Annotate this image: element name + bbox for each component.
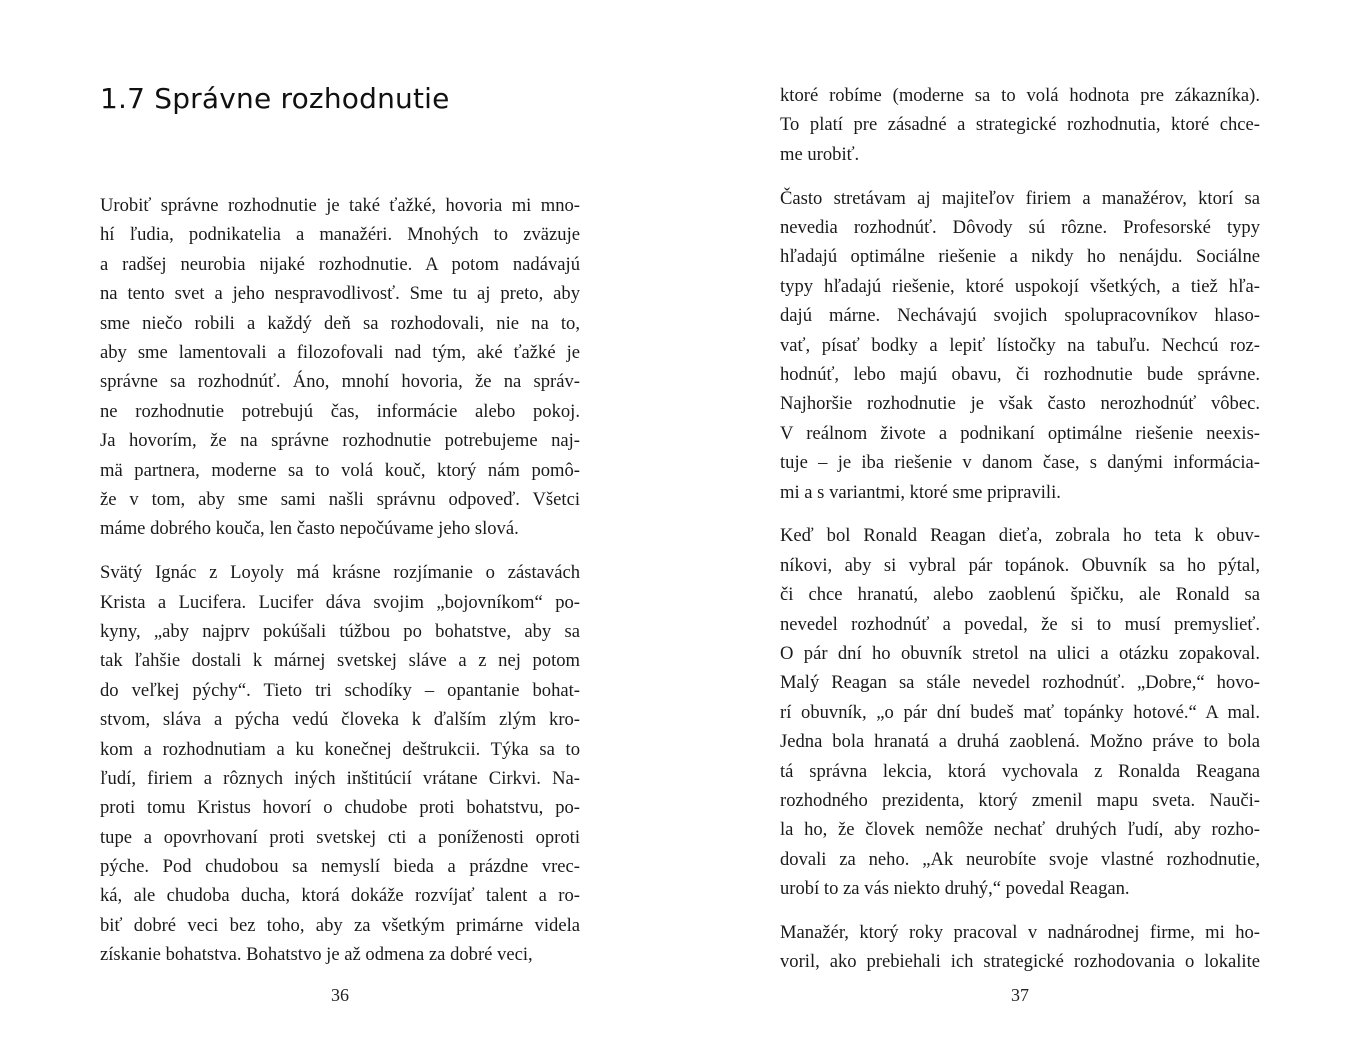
text-line: dajú márne. Nechávajú svojich spolupracovníkov hlaso- [780, 305, 1260, 327]
chapter-heading: 1.7 Správne rozhodnutie [100, 82, 450, 115]
text-line: a radšej neurobia nijaké rozhodnutie. A potom nadávajú [100, 253, 580, 275]
text-line: ne rozhodnutie potrebujú čas, informácie alebo pokoj. [100, 400, 580, 422]
text-line: Najhoršie rozhodnutie je však často nerozhodnúť vôbec. [780, 393, 1260, 415]
text-line: Malý Reagan sa stále nevedel rozhodnúť. „Dobre,“ hovo- [780, 672, 1260, 694]
text-line: do veľkej pýchy“. Tieto tri schodíky – opantanie bohat- [100, 679, 580, 701]
text-line: pýche. Pod chudobou sa nemyslí bieda a prázdne vrec- [100, 856, 580, 878]
text-line: ktoré robíme (moderne sa to volá hodnota pre zákazníka). [780, 85, 1260, 106]
text-line: kyny, „aby najprv pokúšali túžbou po bohatstve, aby sa [100, 620, 580, 642]
text-line: tupe a opovrhovaní proti svetskej cti a poníženosti oproti [100, 826, 580, 848]
page-number-left: 36 [331, 985, 349, 1005]
right-page-body [780, 81, 1260, 991]
text-line: stvom, sláva a pýcha vedú človeka k ďalším zlým kro- [100, 709, 580, 731]
text-line: Ja hovorím, že na správne rozhodnutie potrebujeme naj- [100, 430, 580, 452]
text-line: dovali za neho. „Ak neurobíte svoje vlastné rozhodnutie, [780, 848, 1260, 870]
text-line: Urobiť správne rozhodnutie je také ťažké, hovoria mi mno- [100, 195, 580, 216]
text-line: získanie bohatstva. Bohatstvo je až odmena za dobré veci, [100, 944, 533, 966]
text-line: V reálnom živote a podnikaní optimálne riešenie neexis- [780, 422, 1260, 444]
text-line: me urobiť. [780, 143, 860, 165]
text-line: To platí pre zásadné a strategické rozhodnutia, ktoré chce- [780, 114, 1260, 136]
text-line: hľadajú optimálne riešenie a nikdy ho nenájdu. Sociálne [780, 246, 1260, 268]
text-line: urobí to za vás niekto druhý,“ povedal Reagan. [780, 878, 1130, 900]
text-line: typy hľadajú riešenie, ktoré uspokojí všetkých, a tiež hľa- [780, 275, 1260, 297]
text-line: ľudí, firiem a rôznych iných inštitúcií vrátane Cirkvi. Na- [100, 767, 580, 789]
text-line: níkovi, aby si vybral pár topánok. Obuvník sa ho pýtal, [780, 554, 1260, 576]
text-line: biť dobré veci bez toho, aby za všetkým primárne videla [100, 914, 580, 936]
text-line: vať, písať bodky a lepiť lístočky na tabuľu. Nechcú roz- [780, 334, 1260, 356]
text-line: mä partnera, moderne sa to volá kouč, ktorý nám pomô- [100, 459, 580, 481]
text-line: nevedia rozhodnúť. Dôvody sú rôzne. Profesorské typy [780, 217, 1260, 239]
text-line: rozhodného prezidenta, ktorý zmenil mapu sveta. Nauči- [780, 789, 1260, 811]
paragraph [780, 918, 1260, 977]
text-line: na tento svet a jeho nespravodlivosť. Sme tu aj preto, aby [100, 283, 580, 305]
text-line: hodnúť, lebo majú obavu, či rozhodnutie bude správne. [780, 364, 1260, 386]
text-line: tá správna lekcia, ktorá vychovala z Ronalda Reagana [780, 760, 1260, 782]
text-line: la ho, že človek nemôže nechať druhých ľudí, aby rozho- [780, 819, 1260, 841]
text-line: máme dobrého kouča, len často nepočúvame jeho slová. [100, 518, 519, 540]
text-line: tuje – je iba riešenie v danom čase, s danými informácia- [780, 452, 1260, 474]
text-line: Manažér, ktorý roky pracoval v nadnárodnej firme, mi ho- [780, 922, 1260, 944]
text-line: Svätý Ignác z Loyoly má krásne rozjímanie o zástavách [100, 562, 580, 584]
text-line: sme niečo robili a každý deň sa rozhodovali, nie na to, [100, 312, 580, 334]
text-line: rí obuvník, „o pár dní budeš mať topánky hotové.“ A mal. [780, 701, 1260, 723]
text-line: voril, ako prebiehali ich strategické rozhodovania o lokalite [780, 951, 1260, 973]
text-line: mi a s variantmi, ktoré sme pripravili. [780, 481, 1061, 503]
page-number-right: 37 [1011, 985, 1029, 1005]
text-line: správne sa rozhodnúť. Áno, mnohí hovoria, že na správ- [100, 371, 580, 393]
text-line: proti tomu Kristus hovorí o chudobe proti bohatstvu, po- [100, 797, 580, 819]
left-page [100, 0, 580, 1063]
text-line: kom a rozhodnutiam a ku konečnej deštrukcii. Týka sa to [100, 738, 580, 760]
paragraph [780, 81, 1260, 169]
text-line: Jedna bola hranatá a druhá zaoblená. Možno práve to bola [780, 731, 1260, 753]
paragraph [100, 558, 580, 969]
text-line: aby sme lamentovali a filozofovali nad tým, aké ťažké je [100, 341, 580, 363]
text-line: tak ľahšie dostali k márnej svetskej sláve a z nej potom [100, 650, 580, 672]
text-line: O pár dní ho obuvník stretol na ulici a otázku zopakoval. [780, 643, 1260, 665]
text-line: ká, ale chudoba ducha, ktorá dokáže rozvíjať talent a ro- [100, 885, 580, 907]
paragraph [780, 521, 1260, 903]
text-line: že v tom, aby sme sami našli správnu odpoveď. Všetci [100, 488, 580, 510]
paragraph [100, 191, 580, 544]
text-line: hí ľudia, podnikatelia a manažéri. Mnohých to zväzuje [100, 224, 580, 246]
paragraph [780, 184, 1260, 507]
text-line: či chce hranatú, alebo zaoblenú špičku, ale Ronald sa [780, 584, 1260, 606]
text-line: Krista a Lucifera. Lucifer dáva svojim „bojovníkom“ po- [100, 591, 580, 613]
text-line: nevedel rozhodnúť a povedal, že si to musí premyslieť. [780, 613, 1260, 635]
text-line: Často stretávam aj majiteľov firiem a manažérov, ktorí sa [780, 187, 1260, 209]
right-page [780, 0, 1260, 1063]
text-line: Keď bol Ronald Reagan dieťa, zobrala ho teta k obuv- [780, 525, 1260, 547]
left-page-body [100, 191, 580, 984]
